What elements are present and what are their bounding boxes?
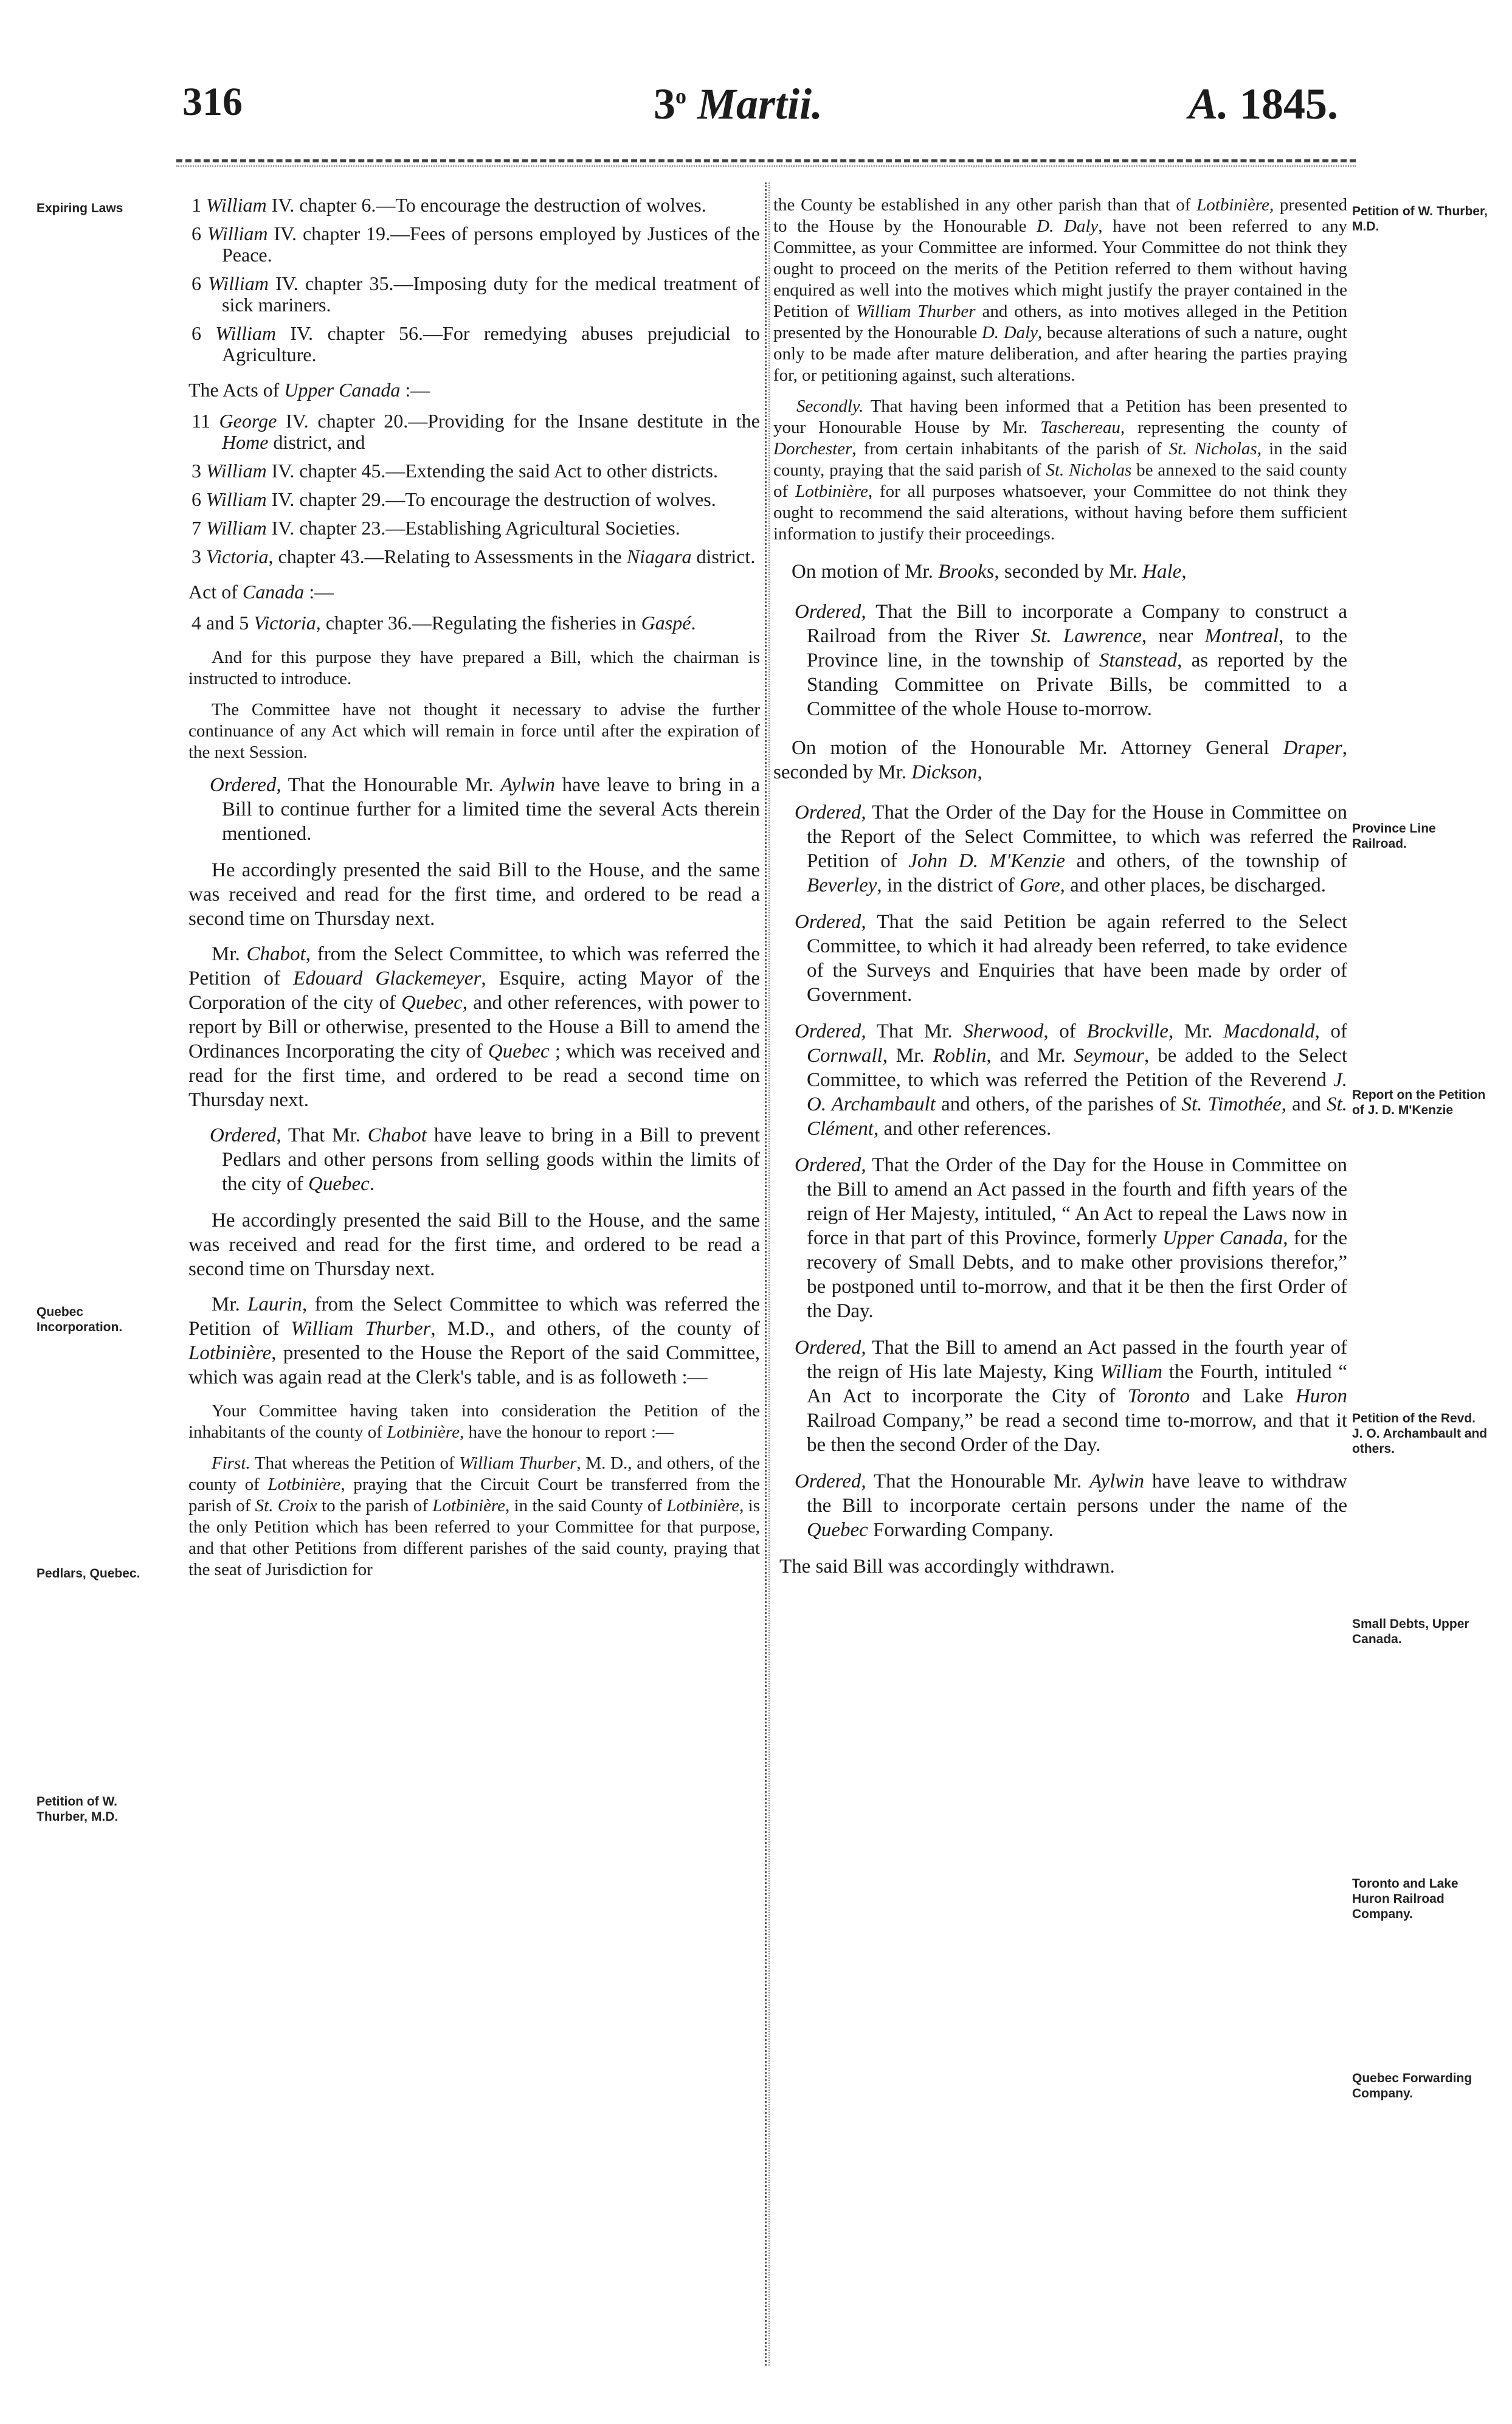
page-number: 316: [182, 80, 243, 124]
act-entry: 6 William IV. chapter 56.—For remedying abuses prejudicial to Agriculture.: [192, 322, 761, 365]
act-entry: 3 William IV. chapter 45.—Extending the said Act to other districts.: [192, 460, 718, 482]
margin-note-petition-thurber-left: Petition of W. Thurber, M.D.: [36, 1795, 119, 1824]
margin-note-pedlars-quebec: Pedlars, Quebec.: [36, 1567, 140, 1581]
committee-second-finding: Secondly. That having been informed that a Petition has been presented to your Honourable House by Mr. Taschereau, representing the county of Dorchester, from certain inhabitants of the parish of St. Nicholas, in the said county, praying that the said parish of St. Nicholas be annexed to the said county of Lotbinière, for all purposes whatsoever, your Committee do not think they ought to recommend the said alterations, without having before them sufficient information to justify their proceedings.: [773, 396, 1348, 544]
act-canada-heading: Act of Canada :—: [188, 581, 334, 603]
committee-report-intro: Your Committee having taken into consideration the Petition of the inhabitants of the county of Lotbinière, have the honour to report :—: [188, 1401, 760, 1442]
committee-first-finding-continued: the County be established in any other parish than that of Lotbinière, presented to the House by the Honourable D. Daly, have not been referred to any Committee, as your Committee are informed. Your Committee do not think they ought to proceed on the merits of the Petition referred to them without having enquired as well into the motives which might justify the prayer contained in the Petition of William Thurber and others, as into motives alleged in the Petition presented by the Honourable D. Daly, because alterations of such a nature, ought only to be made after mature deliberation, and after hearing the parties praying for, or petitioning against, such alterations.: [773, 195, 1347, 385]
header-rule-dotted: [176, 165, 1356, 167]
expiring-acts-list: [188, 195, 760, 365]
act-entry: 3 Victoria, chapter 43.—Relating to Assessments in the Niagara district.: [192, 545, 756, 567]
margin-note-expiring-laws: Expiring Laws: [36, 201, 123, 215]
motion-draper: On motion of the Honourable Mr. Attorney General Draper, seconded by Mr. Dickson,: [773, 737, 1347, 783]
right-column: [773, 195, 1347, 1590]
column-divider-inner: [768, 182, 770, 2366]
committee-first-finding: First. That whereas the Petition of William Thurber, M. D., and others, of the county of Lotbinière, praying that the Circuit Court be transferred from the parish of St. Croix to the parish of Lotbinière, in the said County of Lotbinière, is the only Petition which has been referred to your Committee for that purpose, and that other Petitions from different parishes of the said county, praying that the seat of Jurisdiction for: [188, 1453, 761, 1579]
act-entry: 4 and 5 Victoria, chapter 36.—Regulating the fisheries in Gaspé.: [192, 612, 696, 634]
motion-brooks: On motion of Mr. Brooks, seconded by Mr. Hale,: [792, 561, 1187, 583]
bill-withdrawn-paragraph: The said Bill was accordingly withdrawn.: [779, 1556, 1115, 1577]
order-toronto-railroad: Ordered, That the Bill to amend an Act passed in the fourth year of the reign of His late Majesty, King William the Fourth, intituled “ An Act to incorporate the City of Toronto and Lake Huron Railroad Company,” be read a second time to-morrow, and that it be then the second Order of the Day.: [795, 1337, 1347, 1456]
page-year-heading: [1189, 79, 1338, 146]
margin-note-toronto-railroad: Toronto and Lake Huron Railroad Company.: [1352, 1877, 1458, 1921]
day-superscript: o: [675, 84, 686, 108]
order-chabot: Ordered, That Mr. Chabot have leave to bring in a Bill to prevent Pedlars and other persons from selling goods within the limits of the city of Quebec.: [210, 1124, 760, 1195]
order-mckenzie-discharged: Ordered, That the Order of the Day for the House in Committee on the Report of the Select Committee, to which was referred the Petition of John D. M'Kenzie and others, of the township of Beverley, in the district of Gore, and other places, be discharged.: [795, 802, 1347, 896]
order-small-debts: Ordered, That the Order of the Day for the House in Committee on the Bill to amend an Act passed in the fourth and fifth years of the reign of Her Majesty, intituled, “ An Act to repeal the Laws now in force in that part of this Province, formerly Upper Canada, for the recovery of Small Debts, and to make other provisions therefor,” be postponed until to-morrow, and that it be then the first Order of the Day.: [795, 1154, 1347, 1322]
act-entry: 7 William IV. chapter 23.—Establishing Agricultural Societies.: [192, 517, 680, 539]
chabot-paragraph: Mr. Chabot, from the Select Committee, to which was referred the Petition of Edouard Glackemeyer, Esquire, acting Mayor of the Corporation of the city of Quebec, and other references, with power to report by Bill or otherwise, presented to the House a Bill to amend the Ordinances Incorporating the city of Quebec ; which was received and read for the first time, and ordered to be read a second time on Thursday next.: [188, 943, 761, 1111]
anno-mark: A.: [1189, 80, 1229, 128]
act-entry: 11 George IV. chapter 20.—Providing for the Insane destitute in the Home district, and: [192, 410, 761, 453]
margin-note-quebec-forwarding: Quebec Forwarding Company.: [1352, 2071, 1472, 2100]
order-petition-referred: Ordered, That the said Petition be again referred to the Select Committee, to which it had already been referred, to take evidence of the Surveys and Enquiries that have been made by order of Government.: [795, 911, 1347, 1006]
act-entry: 6 William IV. chapter 19.—Fees of persons employed by Justices of the Peace.: [192, 223, 761, 266]
presented-paragraph-1: He accordingly presented the said Bill to the House, and the same was received and read for the first time, and ordered to be read a second time on Thursday next.: [188, 859, 760, 930]
margin-note-petition-archambault: Petition of the Revd. J. O. Archambault and others.: [1352, 1411, 1488, 1456]
act-entry: 6 William IV. chapter 35.—Imposing duty for the medical treatment of sick mariners.: [192, 272, 761, 316]
margin-note-province-line-railroad: Province Line Railroad.: [1352, 822, 1436, 851]
act-entry: 6 William IV. chapter 29.—To encourage the destruction of wolves.: [192, 488, 716, 510]
month-name: Martii.: [697, 80, 823, 128]
margin-note-small-debts: Small Debts, Upper Canada.: [1352, 1617, 1469, 1646]
presented-paragraph-2: He accordingly presented the said Bill to the House, and the same was received and read for the first time, and ordered to be read a second time on Thursday next.: [188, 1210, 760, 1280]
column-divider: [765, 182, 767, 2366]
order-archambault-committee: Ordered, That Mr. Sherwood, of Brockville, Mr. Macdonald, of Cornwall, Mr. Roblin, and Mr. Seymour, be added to the Select Committee, to which was referred the Petition of the Reverend J. O. Archambault and others, of the parishes of St. Timothée, and St. Clément, and other references.: [795, 1020, 1347, 1140]
header-rule: [176, 159, 1356, 162]
prepared-bill-paragraph: And for this purpose they have prepared a Bill, which the chairman is instructed to introduce.: [188, 648, 760, 688]
page-date-heading: [654, 79, 823, 146]
left-column: [188, 195, 760, 1590]
margin-note-petition-thurber-right: Petition of W. Thurber, M.D.: [1352, 204, 1488, 234]
order-province-line-railroad: Ordered, That the Bill to incorporate a Company to construct a Railroad from the River St. Lawrence, near Montreal, to the Province line, in the township of Stanstead, as reported by the Standing Committee on Private Bills, be committed to a Committee of the whole House to-morrow.: [795, 601, 1347, 720]
order-aylwin: Ordered, That the Honourable Mr. Aylwin have leave to bring in a Bill to continue further for a limited time the several Acts therein mentioned.: [210, 774, 760, 845]
upper-canada-acts-list: [188, 410, 760, 567]
laurin-paragraph: Mr. Laurin, from the Select Committee to which was referred the Petition of William Thurber, M.D., and others, of the county of Lotbinière, presented to the House the Report of the said Committee, which was again read at the Clerk's table, and is as followeth :—: [188, 1293, 761, 1388]
acts-upper-canada-heading: The Acts of Upper Canada :—: [188, 379, 430, 401]
margin-note-report-mckenzie: Report on the Petition of J. D. M'Kenzie: [1352, 1088, 1486, 1117]
year-number: 1845.: [1240, 80, 1339, 128]
order-quebec-forwarding: Ordered, That the Honourable Mr. Aylwin have leave to withdraw the Bill to incorporate certain persons under the name of the Quebec Forwarding Company.: [795, 1470, 1347, 1541]
not-necessary-paragraph: The Committee have not thought it necessary to advise the further continuance of any Act which will remain in force until after the expiration of the next Session.: [188, 700, 760, 762]
act-entry: 1 William IV. chapter 6.—To encourage the destruction of wolves.: [192, 194, 706, 216]
day-number: 3: [654, 80, 675, 128]
margin-note-quebec-incorporation: Quebec Incorporation.: [36, 1305, 123, 1334]
